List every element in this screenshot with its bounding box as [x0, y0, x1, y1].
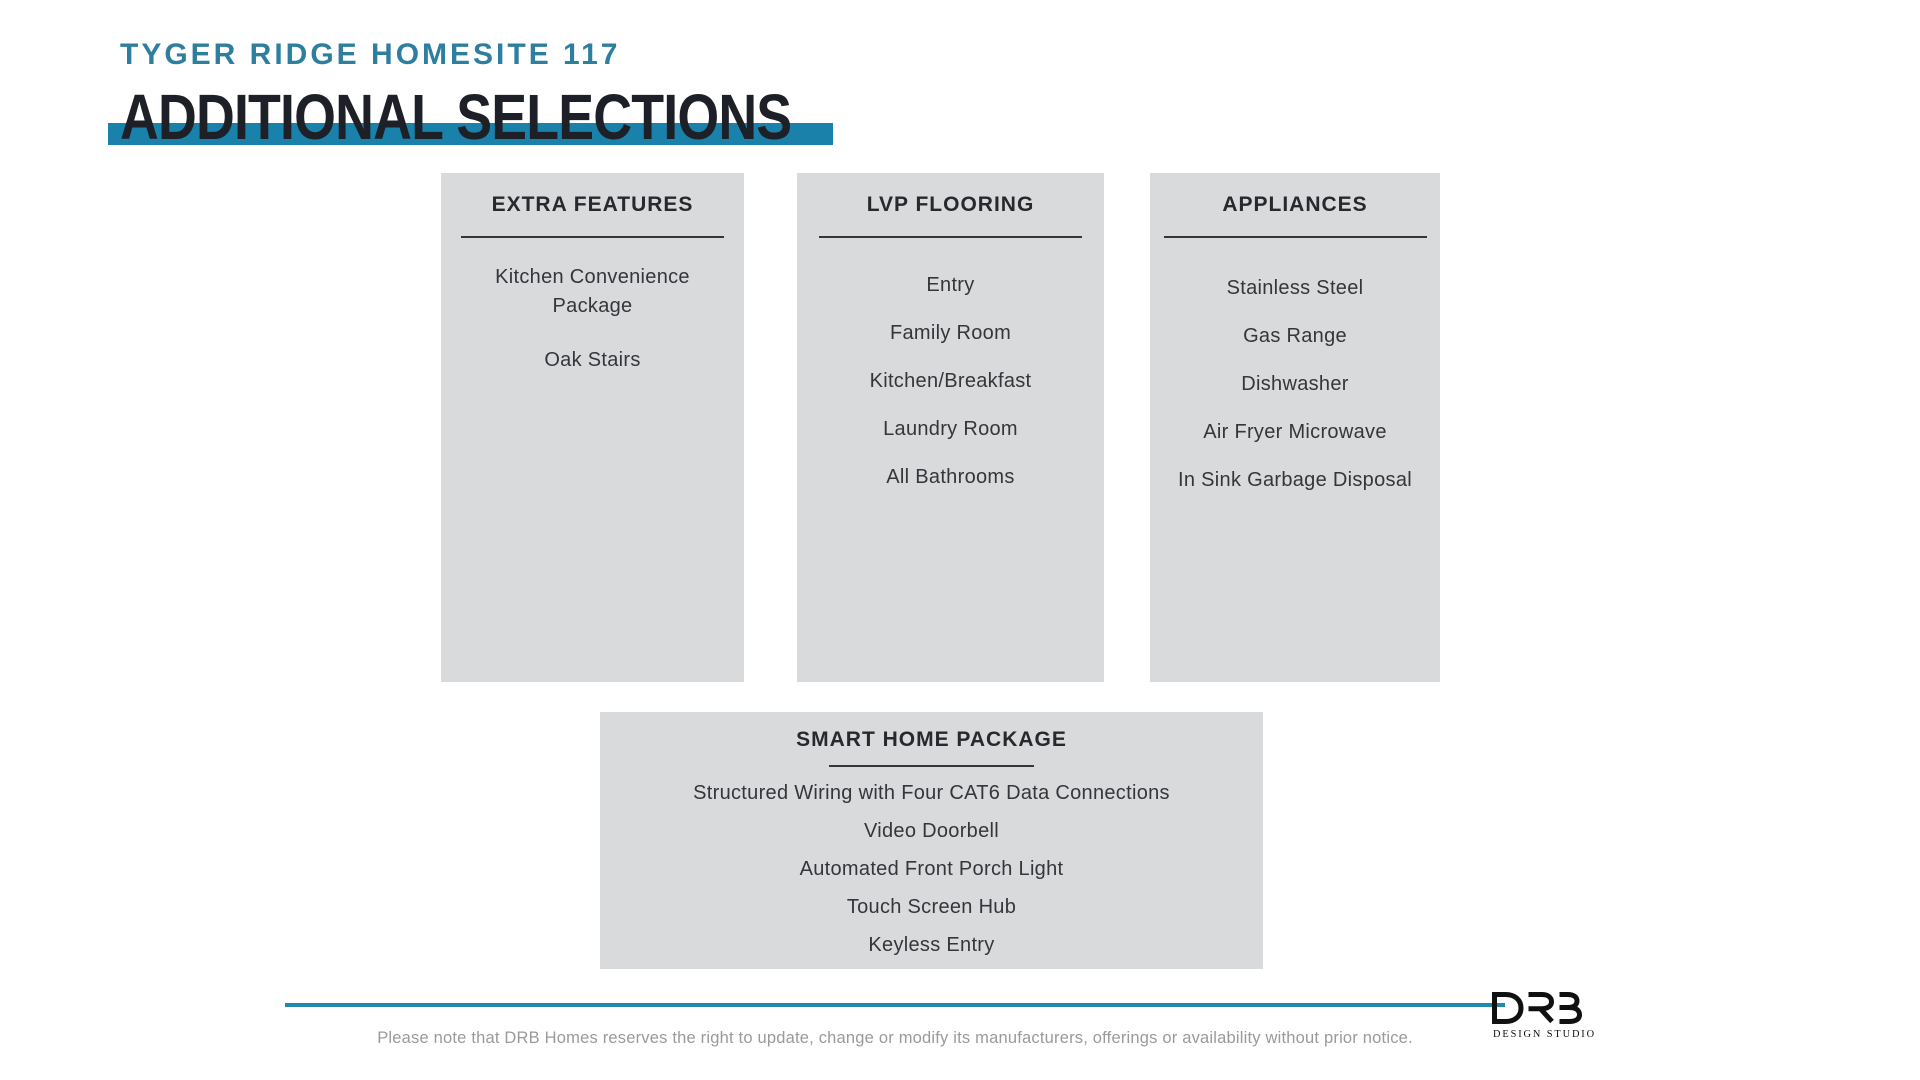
- page-subtitle: TYGER RIDGE HOMESITE 117: [120, 38, 621, 71]
- card-item: Kitchen/Breakfast: [869, 370, 1032, 392]
- card-item: Air Fryer Microwave: [1203, 421, 1387, 443]
- card-title: SMART HOME PACKAGE: [796, 728, 1067, 751]
- footer-divider-line: [285, 1003, 1505, 1007]
- card-item: Gas Range: [1243, 325, 1347, 347]
- page-title: ADDITIONAL SELECTIONS: [120, 81, 792, 153]
- card-item: Oak Stairs: [544, 349, 641, 371]
- card-title-rule: [1164, 236, 1427, 238]
- card-title-rule: [461, 236, 724, 238]
- card-extra-features: [441, 173, 744, 682]
- card-item: Laundry Room: [883, 418, 1018, 440]
- card-item-list: [870, 261, 1032, 501]
- card-item: All Bathrooms: [886, 466, 1015, 488]
- card-lvp-flooring: [797, 173, 1104, 682]
- card-item: Kitchen Convenience Package: [495, 266, 690, 317]
- card-item: Entry: [926, 274, 975, 296]
- card-item: Keyless Entry: [868, 934, 995, 956]
- card-item: Automated Front Porch Light: [799, 858, 1064, 880]
- drb-logo: [1492, 992, 1597, 1044]
- card-title: EXTRA FEATURES: [491, 193, 694, 216]
- card-item: Structured Wiring with Four CAT6 Data Connections: [693, 782, 1170, 804]
- drb-logo-tagline: DESIGN STUDIO: [1493, 1028, 1596, 1040]
- card-title-rule: [829, 765, 1034, 767]
- disclaimer-text: Please note that DRB Homes reserves the right to update, change or modify its manufacturers, offerings or availability without prior notice.: [377, 1029, 1413, 1047]
- card-item: Dishwasher: [1241, 373, 1349, 395]
- card-item: Touch Screen Hub: [846, 896, 1017, 918]
- card-title: APPLIANCES: [1222, 193, 1368, 216]
- card-item: Family Room: [889, 322, 1012, 344]
- card-item-list: [473, 263, 713, 375]
- card-title: LVP FLOORING: [866, 193, 1035, 216]
- card-appliances: [1150, 173, 1440, 682]
- card-item-list: [1178, 264, 1412, 504]
- card-item-list: [693, 774, 1170, 964]
- card-item: Video Doorbell: [863, 820, 999, 842]
- card-item: Stainless Steel: [1226, 277, 1364, 299]
- card-item: In Sink Garbage Disposal: [1178, 469, 1412, 491]
- card-title-rule: [819, 236, 1082, 238]
- card-smart-home-package: [600, 712, 1263, 969]
- drb-logo-icon: [1492, 992, 1597, 1044]
